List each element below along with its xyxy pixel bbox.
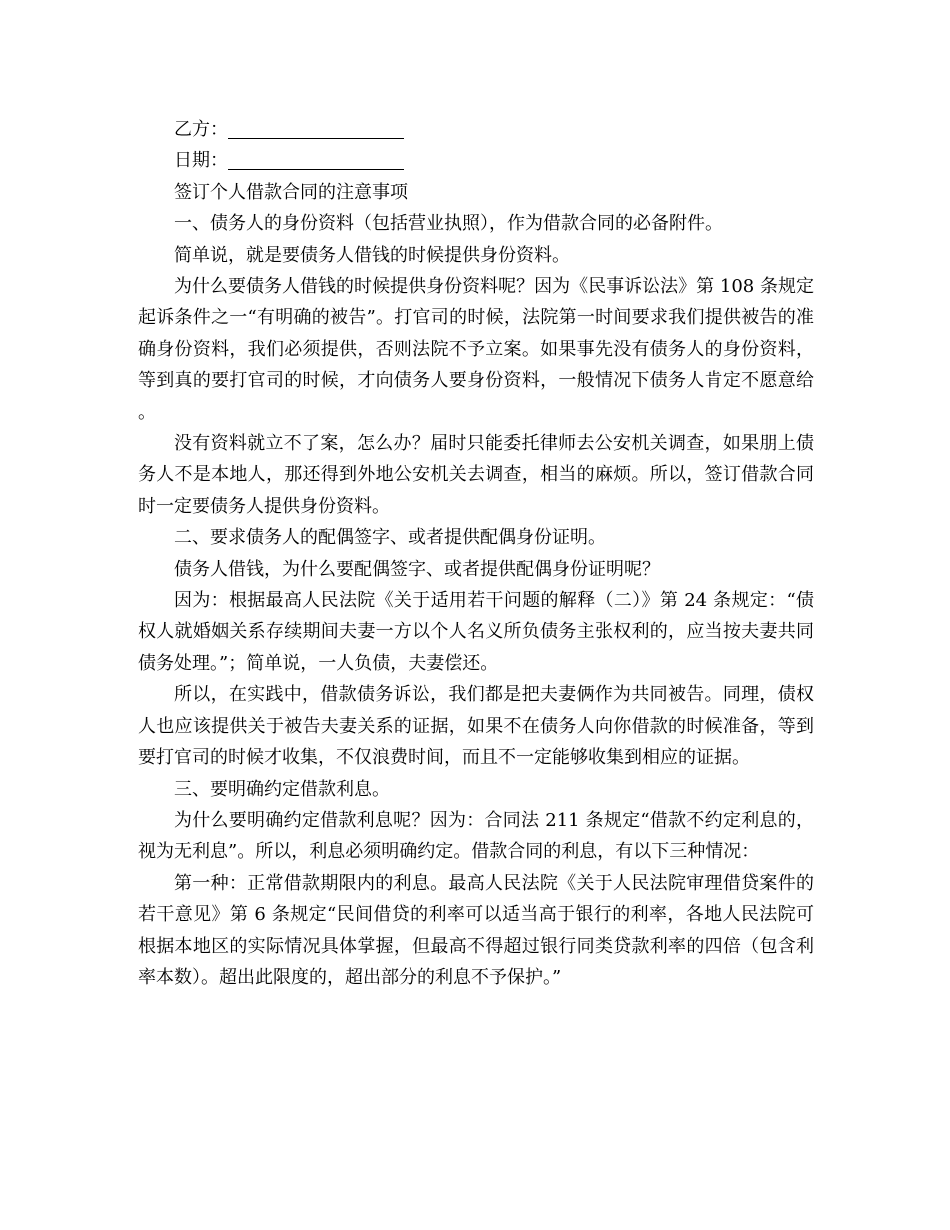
party-b-label: 乙方： — [174, 119, 228, 140]
paragraph: 三、要明确约定借款利息。 — [174, 778, 390, 800]
paragraph: 因为：根据最高人民法院《关于适用若干问题的解释（二）》第 24 条规定：“债权人就婚姻关系存续期间夫妻一方以个人名义所负债务主张权利的，应当按夫妻共同债务处理。”；简单说，一人负债，夫妻偿还。 — [138, 590, 814, 674]
date-blank-line — [228, 151, 404, 170]
section-title: 签订个人借款合同的注意事项 — [174, 181, 408, 203]
date-label: 日期： — [174, 150, 228, 172]
paragraph: 简单说，就是要债务人借钱的时候提供身份资料。 — [174, 244, 570, 266]
paragraph: 为什么要明确约定借款利息呢？因为：合同法 211 条规定“借款不约定利息的，视为无利息”。所以，利息必须明确约定。借款合同的利息，有以下三种情况： — [138, 809, 814, 863]
paragraph: 所以，在实践中，借款债务诉讼，我们都是把夫妻俩作为共同被告。同理，债权人也应该提供关于被告夫妻关系的证据，如果不在债务人向你借款的时候准备，等到要打官司的时候才收集，不仅浪费时间，而且不一定能够收集到相应的证据。 — [138, 684, 814, 769]
party-b-blank-line — [228, 120, 404, 139]
paragraph: 二、要求债务人的配偶签字、或者提供配偶身份证明。 — [174, 527, 606, 549]
paragraph: 一、债务人的身份资料（包括营业执照），作为借款合同的必备附件。 — [174, 213, 723, 235]
paragraph: 没有资料就立不了案，怎么办？届时只能委托律师去公安机关调查，如果朋上债务人不是本地人，那还得到外地公安机关去调查，相当的麻烦。所以，签订借款合同时一定要债务人提供身份资料。 — [138, 433, 814, 517]
date-field — [138, 145, 814, 176]
paragraph: 为什么要债务人借钱的时候提供身份资料呢？因为《民事诉讼法》第 108 条规定起诉条件之一“有明确的被告”。打官司的时候，法院第一时间要求我们提供被告的准确身份资料，我们必须提供，否则法院不予立案。如果事先没有债务人的身份资料，等到真的要打官司的时候，才向债务人要身份资料，一般情况下债务人肯定不愿意给。 — [138, 276, 814, 423]
party-b-field — [138, 114, 814, 145]
paragraph: 第一种：正常借款期限内的利息。最高人民法院《关于人民法院审理借贷案件的若干意见》第 6 条规定“民间借贷的利率可以适当高于银行的利率，各地人民法院可根据本地区的实际情况具体掌握，但最高不得超过银行同类贷款利率的四倍（包含利率本数）。超出此限度的，超出部分的利息不予保护。” — [138, 872, 814, 988]
document-page — [138, 114, 814, 993]
paragraph: 债务人借钱，为什么要配偶签字、或者提供配偶身份证明呢？ — [174, 558, 660, 580]
